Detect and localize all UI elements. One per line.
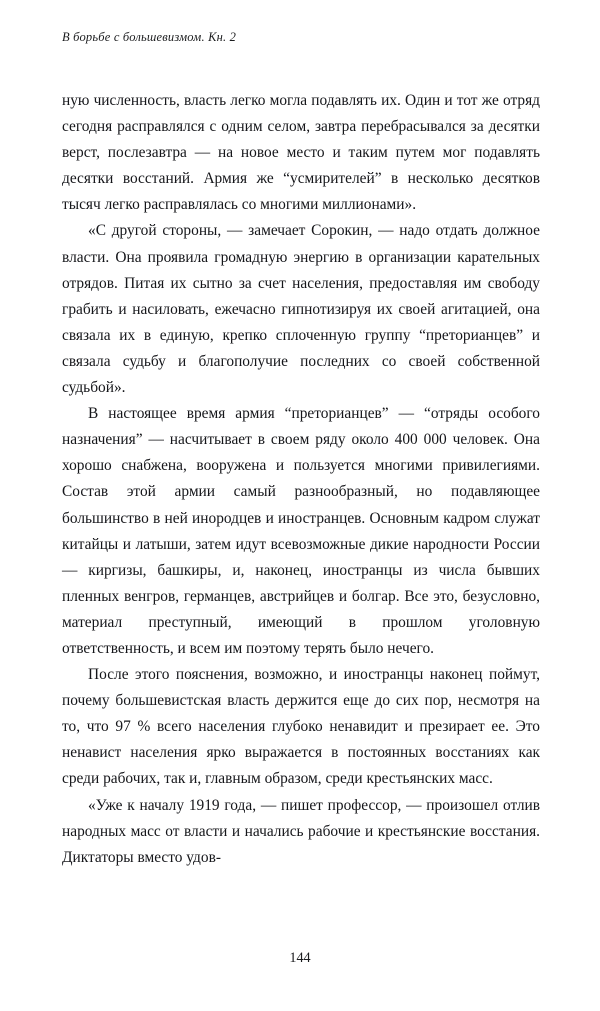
paragraph: После этого пояснения, возможно, и иностранцы наконец поймут, почему большевистская власть держится еще до сих пор, несмотря на то, что 97 % всего населения глубоко ненавидит и презирает ее. Это ненавист населения ярко выражается в постоянных восстаниях как среди рабочих, так и, главным образом, среди крестьянских масс. — [62, 666, 540, 788]
paragraph: «С другой стороны, — замечает Сорокин, — надо отдать должное власти. Она проявила громадную энергию в организации карательных отрядов. Питая их сытно за счет населения, предоставляя им свободу грабить и насиловать, ежечасно гипнотизируя их своей агитацией, она связала их в единую, крепко сплоченную группу “преторианцев” и связала судьбу и благополучие последних со своей собственной судьбой». — [62, 222, 540, 397]
running-head: В борьбе с большевизмом. Кн. 2 — [62, 30, 237, 44]
paragraph: «Уже к началу 1919 года, — пишет профессор, — произошел отлив народных масс от власти и начались рабочие и крестьянские восстания. Диктаторы вместо удов- — [62, 796, 540, 866]
page-body — [62, 88, 540, 871]
page-number: 144 — [289, 950, 311, 966]
paragraph: ную численность, власть легко могла подавлять их. Один и тот же отряд сегодня расправлялся с одним селом, завтра перебрасывался за десятки верст, послезавтра — на новое место и таким путем мог подавлять десятки восстаний. Армия же “усмирителей” в несколько десятков тысяч легко расправлялась со многими миллионами». — [62, 92, 540, 214]
paragraph: В настоящее время армия “преторианцев” — “отряды особого назначения” — насчитывает в своем ряду около 400 000 человек. Она хорошо снабжена, вооружена и пользуется многими привилегиями. Состав этой армии самый разнообразный, но подавляющее большинство в ней инородцев и иностранцев. Основным кадром служат китайцы и латыши, затем идут всевозможные дикие народности России — киргизы, башкиры, и, наконец, иностранцы из числа бывших пленных венгров, германцев, австрийцев и болгар. Все это, безусловно, материал преступный, имеющий в прошлом уголовную ответственность, и всем им поэтому терять было нечего. — [62, 405, 540, 657]
